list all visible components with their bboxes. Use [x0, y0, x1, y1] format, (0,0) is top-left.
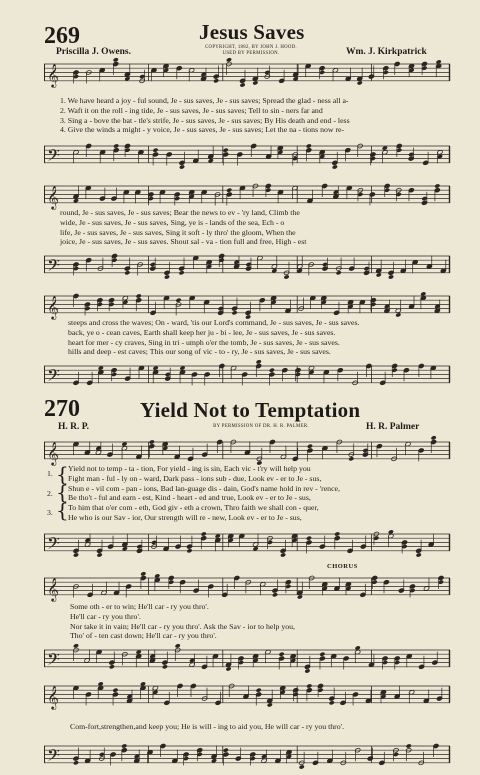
lyricist: H. R. P.: [58, 422, 90, 432]
lyrics-block: round, Je - sus saves, Je - sus saves; Bear the news to ev - 'ry land, Climb the wide, Je - sus saves, Je - sus saves, Sing, ye is - lands of the sea, Ech - o life, Je - sus saves, Je - sus saves, Sing it soft - ly thro' the gloom, When the joice, Je - sus saves, Je - sus saves. Shout sal - va - tion full and free, High - est: [60, 208, 307, 247]
treble-staff: [44, 436, 450, 466]
treble-staff: [44, 58, 450, 94]
lyrics-block: steeps and cross the waves; On - ward, 'tis our Lord's command, Je - sus saves, Je - sus saves. back, ye o - cean caves, Earth shall keep her ju - bi - lee, Je - sus saves, Je - sus saves. heart for mer - cy craves, Sing in tri - umph o'er the tomb, Je - sus saves, Je - sus saves. hills and deep - est caves; This our song of vic - to - ry, Je - sus saves, Je - sus saves.: [68, 318, 360, 357]
lyrics-block: Com-fort,strengthen,and keep you; He is will - ing to aid you, He will car - ry you thro'.: [70, 722, 345, 731]
svg-text:𝄢: 𝄢: [47, 364, 60, 389]
svg-text:𝄞: 𝄞: [47, 62, 59, 87]
permission-notice: BY PERMISSION OF DR. H. R. PALMER.: [213, 424, 309, 429]
hymn-number: 269: [44, 23, 80, 49]
svg-text:𝄢: 𝄢: [47, 254, 60, 279]
treble-staff: [44, 572, 450, 602]
svg-text:𝄞: 𝄞: [47, 184, 59, 209]
hymn-title: Yield Not to Temptation: [140, 398, 361, 422]
bass-staff: [44, 360, 450, 390]
svg-text:𝄞: 𝄞: [47, 294, 59, 319]
bass-staff: [44, 250, 450, 280]
copyright-notice: COPYRIGHT, 1882, BY JOHN J. HOOD. USED BY PERMISSION.: [205, 45, 297, 56]
svg-text:𝄞: 𝄞: [47, 684, 59, 709]
svg-text:𝄢: 𝄢: [47, 532, 60, 557]
bass-staff: [44, 140, 450, 170]
lyrics-block: 1. We have heard a joy - ful sound, Je - sus saves, Je - sus saves; Spread the glad - ness all a- 2. Waft it on the roll - ing tide, Je - sus saves, Je - sus saves; Tell to sin - ners far and 3. Sing a - bove the bat - tle's strife, Je - sus saves, Je - sus saves; By His death and end - less 4. Give the winds a might - y voice, Je - sus saves, Je - sus saves; Let the na - tions now re-: [60, 96, 350, 135]
chorus-label: CHORUS: [327, 563, 358, 570]
verse-brace: { { {: [56, 462, 69, 522]
lyrics-block: Yield not to temp - ta - tion, For yield - ing is sin, Each vic - t'ry will help you Fight man - ful - ly on - ward, Dark pass - ions sub - due, Look ev - er to Je - sus, Shun e - vil com - pan - ions, Bad lan-guage dis - dain, God's name hold in rev - 'rence, Be tho't - ful and earn - est, Kind - heart - ed and true, Look ev - er to Je - sus, To him that o'er com - eth, God giv - eth a crown, Thro faith we shall con - quer, He who is our Sav - ior, Our strength will re - new, Look ev - er to Je - sus,: [68, 464, 340, 522]
svg-text:𝄞: 𝄞: [47, 440, 59, 465]
composer: H. R. Palmer: [366, 422, 420, 432]
hymn-number: 270: [44, 396, 80, 422]
svg-text:𝄢: 𝄢: [47, 144, 60, 169]
lyrics-block: Some oth - er to win; He'll car - ry you thro'. He'll car - ry you thro'. Nor take it in vain; He'll car - ry you thro'. Ask the Sav - ior to help you, Tho' of - ten cast down; He'll car - ry you thro'.: [70, 602, 295, 641]
lyricist: Priscilla J. Owens.: [56, 47, 131, 57]
treble-staff: [44, 680, 450, 710]
bass-staff: [44, 644, 450, 674]
hymn-title: Jesus Saves: [199, 20, 305, 44]
svg-text:𝄢: 𝄢: [47, 648, 60, 673]
bass-staff: [44, 740, 450, 770]
svg-text:𝄢: 𝄢: [47, 744, 60, 769]
svg-text:𝄞: 𝄞: [47, 576, 59, 601]
treble-staff: [44, 290, 450, 320]
verse-numbers: 1. 2. 3.: [47, 469, 53, 518]
treble-staff: [44, 180, 450, 210]
composer: Wm. J. Kirkpatrick: [346, 47, 427, 57]
bass-staff: [44, 528, 450, 558]
